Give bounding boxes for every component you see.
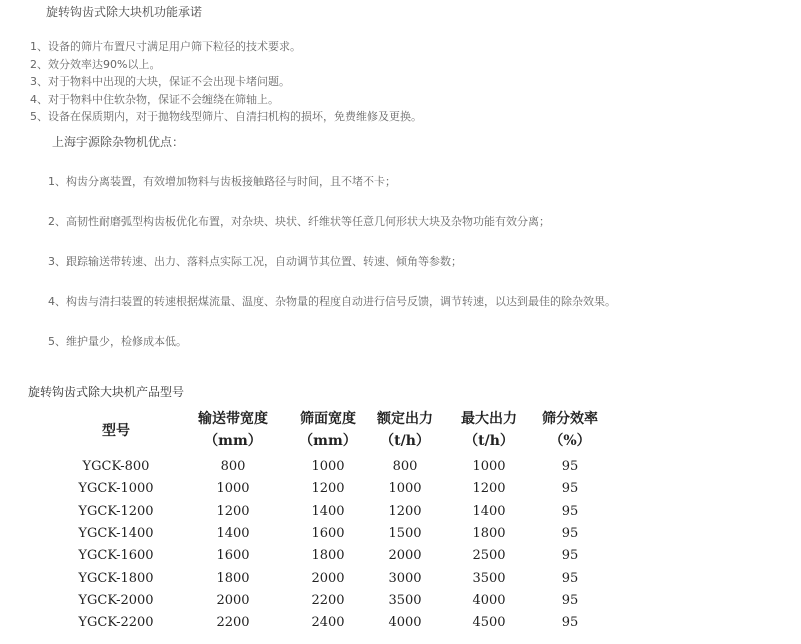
table-cell: 95 xyxy=(561,571,579,586)
requirement-item: 1、设备的筛片布置尺寸满足用户筛下粒径的技术要求。 xyxy=(30,40,301,53)
table-cell: 2400 xyxy=(311,615,345,630)
header-cell xyxy=(448,408,530,452)
table-cell: YGCK-1400 xyxy=(78,526,154,541)
table-cell: 1400 xyxy=(216,526,250,541)
table-cell: 4000 xyxy=(472,593,506,608)
table-cell: 2000 xyxy=(311,571,345,586)
table-cell: 1200 xyxy=(311,481,345,496)
table-cell: YGCK-800 xyxy=(82,459,150,474)
table-cell: 2500 xyxy=(472,548,506,563)
header-cell xyxy=(60,420,172,442)
table-cell: 1400 xyxy=(311,504,345,519)
header-label: 额定出力 xyxy=(377,411,433,427)
table-cell: 4000 xyxy=(388,615,422,630)
header-cell xyxy=(365,408,445,452)
table-cell: 3500 xyxy=(388,593,422,608)
advantage-item: 2、高韧性耐磨弧型构齿板优化布置，对杂块、块状、纤维状等任意几何形状大块及杂物功能有效分离； xyxy=(48,215,550,228)
requirement-item: 3、对于物料中出现的大块，保证不会出现卡堵问题。 xyxy=(30,75,290,88)
table-cell: 95 xyxy=(561,548,579,563)
requirement-item: 5、设备在保质期内，对于拋物线型筛片、自清扫机构的损坏，免费维修及更换。 xyxy=(30,110,422,123)
table-cell: 2000 xyxy=(216,593,250,608)
table-cell: 1600 xyxy=(311,526,345,541)
functions-title: 旋转钩齿式除大块机功能承诺 xyxy=(46,5,203,19)
table-cell: 1800 xyxy=(311,548,345,563)
table-cell: 1800 xyxy=(472,526,506,541)
header-unit: （mm） xyxy=(299,433,357,449)
table-cell: YGCK-1000 xyxy=(78,481,154,496)
header-unit: （mm） xyxy=(204,433,262,449)
advantage-item: 5、维护量少，检修成本低。 xyxy=(48,335,187,348)
table-cell: 2200 xyxy=(216,615,250,630)
table-cell: 1000 xyxy=(216,481,250,496)
table-cell: 1200 xyxy=(216,504,250,519)
advantage-item: 1、构齿分离装置，有效增加物料与齿板接触路径与时间，且不堵不卡； xyxy=(48,175,396,188)
table-cell: YGCK-2000 xyxy=(78,593,154,608)
advantage-item: 3、跟踪输送带转速、出力、落料点实际工况，自动调节其位置、转速、倾角等参数； xyxy=(48,255,462,268)
header-cell xyxy=(530,408,610,452)
table-cell: 95 xyxy=(561,615,579,630)
table-cell: 3500 xyxy=(472,571,506,586)
requirement-item: 4、对于物料中住软杂物，保证不会缠绕在筛轴上。 xyxy=(30,93,279,106)
header-unit: （%） xyxy=(549,433,591,449)
table-cell: 1500 xyxy=(388,526,422,541)
table-cell: 1000 xyxy=(388,481,422,496)
table-cell: YGCK-1800 xyxy=(78,571,154,586)
header-unit: （t/h） xyxy=(380,433,430,449)
header-label: 最大出力 xyxy=(461,411,517,427)
table-cell: 1000 xyxy=(311,459,345,474)
table-cell: 95 xyxy=(561,593,579,608)
table-cell: 1200 xyxy=(472,481,506,496)
header-label: 型号 xyxy=(102,423,130,439)
table-cell: YGCK-2200 xyxy=(78,615,154,630)
table-cell: 1000 xyxy=(472,459,506,474)
header-cell xyxy=(285,408,371,452)
header-label: 筛面宽度 xyxy=(300,411,356,427)
table-cell: 1400 xyxy=(472,504,506,519)
table-cell: 4500 xyxy=(472,615,506,630)
advantage-item: 4、构齿与清扫装置的转速根据煤流量、温度、杂物量的程度自动进行信号反馈，调节转速，以达到最佳的除杂效果。 xyxy=(48,295,616,308)
advantages-title: 上海宇源除杂物机优点： xyxy=(52,135,185,149)
table-cell: 800 xyxy=(392,459,418,474)
table-cell: 95 xyxy=(561,504,579,519)
table-cell: 800 xyxy=(220,459,246,474)
table-cell: 1600 xyxy=(216,548,250,563)
table-cell: YGCK-1200 xyxy=(78,504,154,519)
table-cell: 2000 xyxy=(388,548,422,563)
table-cell: 95 xyxy=(561,526,579,541)
table-cell: 95 xyxy=(561,459,579,474)
table-cell: 1800 xyxy=(216,571,250,586)
table-cell: 3000 xyxy=(388,571,422,586)
requirement-item: 2、效分效率达90%以上。 xyxy=(30,58,161,71)
table-cell: 2200 xyxy=(311,593,345,608)
models-title: 旋转钩齿式除大块机产品型号 xyxy=(28,385,185,399)
header-label: 输送带宽度 xyxy=(198,411,268,427)
header-cell xyxy=(190,408,276,452)
table-cell: 1200 xyxy=(388,504,422,519)
header-unit: （t/h） xyxy=(464,433,514,449)
header-label: 筛分效率 xyxy=(542,411,598,427)
table-cell: YGCK-1600 xyxy=(78,548,154,563)
table-cell: 95 xyxy=(561,481,579,496)
